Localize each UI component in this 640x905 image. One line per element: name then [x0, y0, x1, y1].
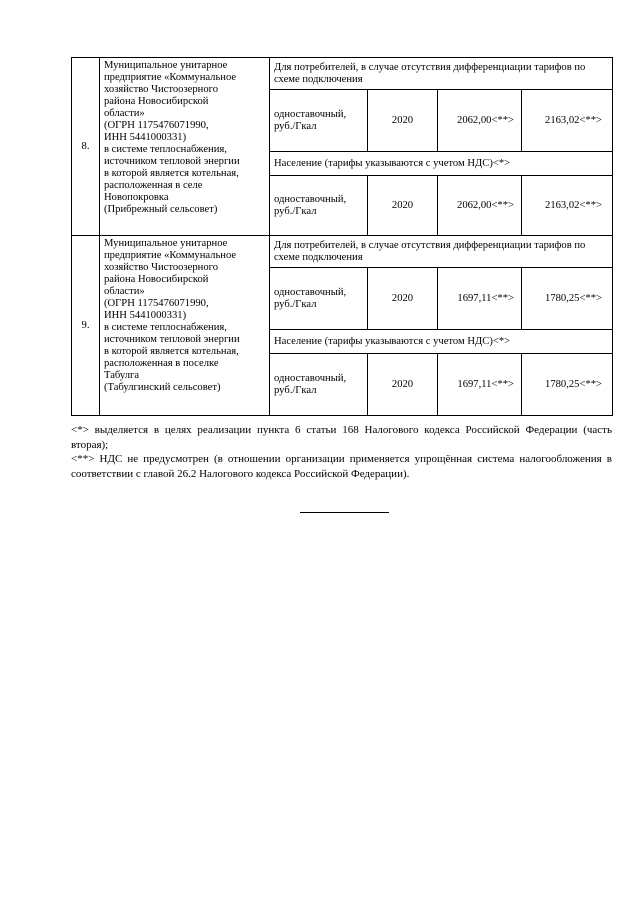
org-line: области»	[104, 108, 145, 119]
org-line: Новопокровка	[104, 192, 169, 203]
rate-year: 2020	[368, 354, 438, 416]
end-divider	[300, 512, 389, 513]
row-number: 9.	[72, 236, 100, 416]
org-line: ИНН 5441000331)	[104, 132, 187, 143]
org-line: расположенная в селе	[104, 180, 203, 191]
org-line: хозяйство Чистоозерного	[104, 84, 218, 95]
tariff-table	[71, 57, 613, 416]
rate-value-h1: 2062,00<**>	[438, 176, 522, 236]
org-line: (Табулгинский сельсовет)	[104, 382, 221, 393]
org-line: в системе теплоснабжения,	[104, 322, 227, 333]
table-row	[72, 236, 613, 268]
rate-type: одноставочный, руб./Гкал	[270, 354, 368, 416]
footnote-vat: <*> выделяется в целях реализации пункта 6 статьи 168 Налогового кодекса Российской Федерации (часть вторая);	[71, 424, 612, 451]
org-line: источником тепловой энергии	[104, 156, 240, 167]
org-line: в которой является котельная,	[104, 346, 239, 357]
org-lines	[104, 238, 265, 394]
population-header: Население (тарифы указываются с учетом НДС)<*>	[270, 152, 613, 176]
org-line: в которой является котельная,	[104, 168, 239, 179]
rate-value-h1: 1697,11<**>	[438, 268, 522, 330]
rate-year: 2020	[368, 268, 438, 330]
org-line: района Новосибирской	[104, 96, 209, 107]
org-line: в системе теплоснабжения,	[104, 144, 227, 155]
org-line: Табулга	[104, 370, 140, 381]
rate-type: одноставочный, руб./Гкал	[270, 268, 368, 330]
consumers-header: Для потребителей, в случае отсутствия дифференциации тарифов по схеме подключения	[270, 236, 613, 268]
org-lines	[104, 60, 265, 216]
org-line: (ОГРН 1175476071990,	[104, 298, 209, 309]
org-line: предприятие «Коммунальное	[104, 72, 237, 83]
footnotes	[71, 423, 612, 481]
org-line: области»	[104, 286, 145, 297]
rate-value-h1: 1697,11<**>	[438, 354, 522, 416]
org-line: ИНН 5441000331)	[104, 310, 187, 321]
rate-value-h2: 2163,02<**>	[522, 176, 613, 236]
table-row	[72, 58, 613, 90]
rate-year: 2020	[368, 176, 438, 236]
consumers-header: Для потребителей, в случае отсутствия дифференциации тарифов по схеме подключения	[270, 58, 613, 90]
org-line: (ОГРН 1175476071990,	[104, 120, 209, 131]
org-line: расположенная в поселке	[104, 358, 219, 369]
row-number: 8.	[72, 58, 100, 236]
org-line: (Прибрежный сельсовет)	[104, 204, 218, 215]
rate-value-h2: 1780,25<**>	[522, 354, 613, 416]
rate-type: одноставочный, руб./Гкал	[270, 176, 368, 236]
org-line: хозяйство Чистоозерного	[104, 262, 218, 273]
population-header: Население (тарифы указываются с учетом НДС)<*>	[270, 330, 613, 354]
organization-cell	[100, 236, 270, 416]
rate-value-h2: 2163,02<**>	[522, 90, 613, 152]
org-line: района Новосибирской	[104, 274, 209, 285]
rate-value-h1: 2062,00<**>	[438, 90, 522, 152]
organization-cell	[100, 58, 270, 236]
rate-type: одноставочный, руб./Гкал	[270, 90, 368, 152]
org-line: источником тепловой энергии	[104, 334, 240, 345]
footnote-no-vat: <**> НДС не предусмотрен (в отношении организации применяется упрощённая система налогообложения в соответствии с главой 26.2 Налогового кодекса Российской Федерации).	[71, 453, 612, 480]
org-line: Муниципальное унитарное	[104, 238, 228, 249]
rate-year: 2020	[368, 90, 438, 152]
org-line: предприятие «Коммунальное	[104, 250, 237, 261]
org-line: Муниципальное унитарное	[104, 60, 228, 71]
rate-value-h2: 1780,25<**>	[522, 268, 613, 330]
